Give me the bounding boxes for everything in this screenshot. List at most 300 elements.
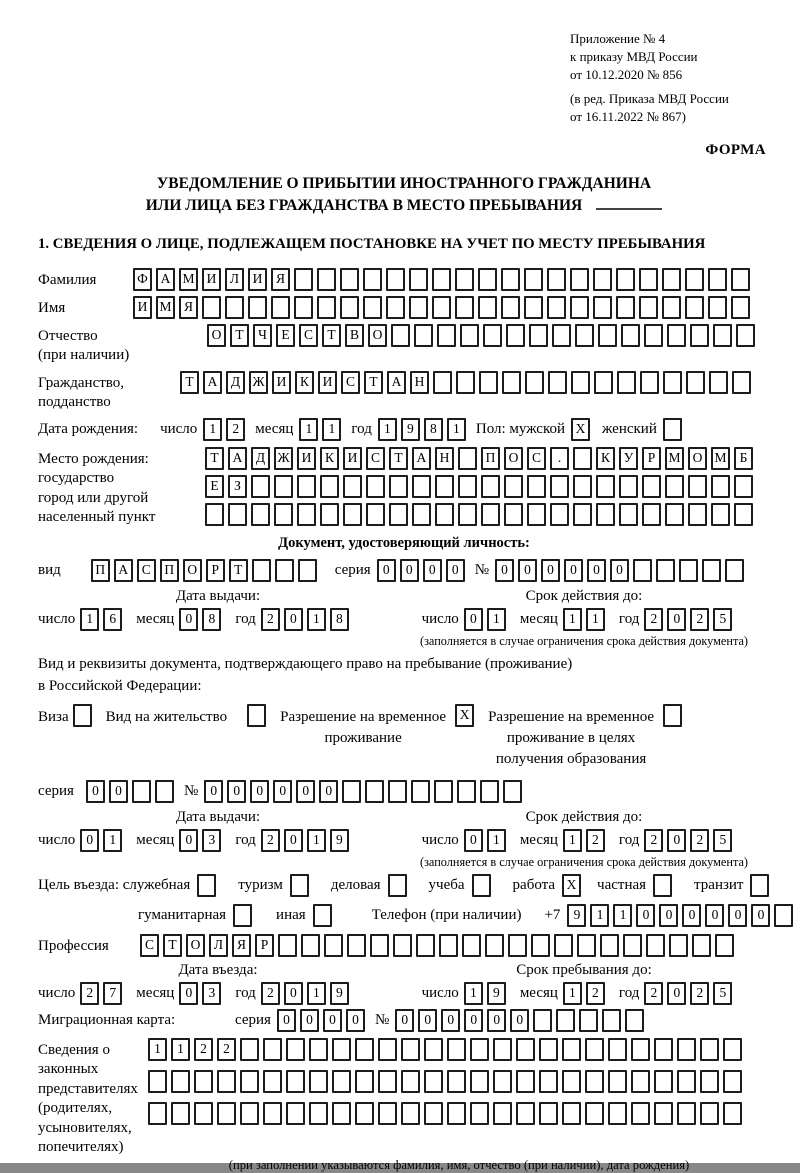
char-cell[interactable]: Б: [734, 447, 753, 470]
char-cell[interactable]: [539, 1070, 558, 1093]
char-cell[interactable]: [619, 475, 638, 498]
char-cell[interactable]: [502, 371, 521, 394]
char-cell[interactable]: [435, 475, 454, 498]
char-cell[interactable]: [435, 503, 454, 526]
char-cell[interactable]: [631, 1102, 650, 1125]
char-cell[interactable]: [662, 296, 681, 319]
char-cell[interactable]: [317, 268, 336, 291]
char-cell[interactable]: [571, 371, 590, 394]
char-cell[interactable]: 0: [487, 1009, 506, 1032]
char-cell[interactable]: [642, 475, 661, 498]
char-cell[interactable]: [533, 1009, 552, 1032]
char-cell[interactable]: [662, 268, 681, 291]
char-cell[interactable]: [616, 296, 635, 319]
char-cell[interactable]: [493, 1070, 512, 1093]
char-cell[interactable]: Н: [435, 447, 454, 470]
char-cell[interactable]: 1: [103, 829, 122, 852]
char-cell[interactable]: 0: [277, 1009, 296, 1032]
char-cell[interactable]: [286, 1038, 305, 1061]
char-cell[interactable]: [342, 780, 361, 803]
char-cell[interactable]: [424, 1070, 443, 1093]
char-cell[interactable]: [363, 296, 382, 319]
char-cell[interactable]: 1: [487, 829, 506, 852]
char-cell[interactable]: [493, 1102, 512, 1125]
char-cell[interactable]: [723, 1102, 742, 1125]
char-cell[interactable]: С: [527, 447, 546, 470]
char-cell[interactable]: [575, 324, 594, 347]
char-cell[interactable]: [478, 268, 497, 291]
char-cell[interactable]: М: [156, 296, 175, 319]
char-cell[interactable]: [366, 475, 385, 498]
char-cell[interactable]: 0: [667, 829, 686, 852]
char-cell[interactable]: С: [140, 934, 159, 957]
char-cell[interactable]: [485, 934, 504, 957]
char-cell[interactable]: [631, 1070, 650, 1093]
char-cell[interactable]: [713, 324, 732, 347]
char-cell[interactable]: 0: [564, 559, 583, 582]
char-cell[interactable]: [677, 1102, 696, 1125]
char-cell[interactable]: [631, 1038, 650, 1061]
char-cell[interactable]: С: [137, 559, 156, 582]
char-cell[interactable]: [654, 1070, 673, 1093]
char-cell[interactable]: 0: [636, 904, 655, 927]
char-cell[interactable]: [294, 268, 313, 291]
char-cell[interactable]: 0: [204, 780, 223, 803]
char-cell[interactable]: [700, 1102, 719, 1125]
char-cell[interactable]: [644, 324, 663, 347]
char-cell[interactable]: [197, 874, 216, 897]
char-cell[interactable]: [539, 1038, 558, 1061]
char-cell[interactable]: 0: [464, 1009, 483, 1032]
char-cell[interactable]: [324, 934, 343, 957]
char-cell[interactable]: Т: [163, 934, 182, 957]
char-cell[interactable]: [552, 324, 571, 347]
char-cell[interactable]: [462, 934, 481, 957]
char-cell[interactable]: [688, 475, 707, 498]
char-cell[interactable]: 1: [307, 608, 326, 631]
char-cell[interactable]: [602, 1009, 621, 1032]
char-cell[interactable]: [225, 296, 244, 319]
char-cell[interactable]: [702, 559, 721, 582]
char-cell[interactable]: [623, 934, 642, 957]
char-cell[interactable]: 2: [226, 418, 245, 441]
char-cell[interactable]: [577, 934, 596, 957]
char-cell[interactable]: А: [203, 371, 222, 394]
char-cell[interactable]: [679, 559, 698, 582]
char-cell[interactable]: 1: [378, 418, 397, 441]
char-cell[interactable]: 0: [464, 608, 483, 631]
char-cell[interactable]: [527, 475, 546, 498]
char-cell[interactable]: 1: [307, 982, 326, 1005]
char-cell[interactable]: [547, 296, 566, 319]
char-cell[interactable]: [731, 268, 750, 291]
char-cell[interactable]: З: [228, 475, 247, 498]
char-cell[interactable]: [309, 1070, 328, 1093]
char-cell[interactable]: [619, 503, 638, 526]
char-cell[interactable]: [386, 268, 405, 291]
char-cell[interactable]: 0: [377, 559, 396, 582]
char-cell[interactable]: И: [248, 268, 267, 291]
char-cell[interactable]: 2: [690, 982, 709, 1005]
char-cell[interactable]: [414, 324, 433, 347]
char-cell[interactable]: [340, 268, 359, 291]
char-cell[interactable]: 0: [587, 559, 606, 582]
char-cell[interactable]: 0: [728, 904, 747, 927]
char-cell[interactable]: 0: [495, 559, 514, 582]
char-cell[interactable]: [516, 1070, 535, 1093]
char-cell[interactable]: [148, 1102, 167, 1125]
char-cell[interactable]: [639, 296, 658, 319]
char-cell[interactable]: [171, 1102, 190, 1125]
char-cell[interactable]: [734, 503, 753, 526]
char-cell[interactable]: И: [272, 371, 291, 394]
char-cell[interactable]: 0: [518, 559, 537, 582]
char-cell[interactable]: [388, 874, 407, 897]
char-cell[interactable]: [458, 475, 477, 498]
char-cell[interactable]: [455, 296, 474, 319]
char-cell[interactable]: [458, 447, 477, 470]
char-cell[interactable]: 1: [148, 1038, 167, 1061]
char-cell[interactable]: 2: [690, 829, 709, 852]
char-cell[interactable]: [525, 371, 544, 394]
char-cell[interactable]: [393, 934, 412, 957]
char-cell[interactable]: [554, 934, 573, 957]
char-cell[interactable]: Л: [209, 934, 228, 957]
char-cell[interactable]: [434, 780, 453, 803]
char-cell[interactable]: 1: [487, 608, 506, 631]
char-cell[interactable]: 0: [319, 780, 338, 803]
char-cell[interactable]: [401, 1102, 420, 1125]
char-cell[interactable]: [529, 324, 548, 347]
char-cell[interactable]: 1: [563, 982, 582, 1005]
char-cell[interactable]: [412, 503, 431, 526]
char-cell[interactable]: [573, 475, 592, 498]
char-cell[interactable]: [317, 296, 336, 319]
char-cell[interactable]: 9: [330, 829, 349, 852]
char-cell[interactable]: [685, 268, 704, 291]
char-cell[interactable]: С: [341, 371, 360, 394]
char-cell[interactable]: [332, 1038, 351, 1061]
char-cell[interactable]: [389, 503, 408, 526]
char-cell[interactable]: П: [160, 559, 179, 582]
char-cell[interactable]: [508, 934, 527, 957]
char-cell[interactable]: [148, 1070, 167, 1093]
char-cell[interactable]: [355, 1038, 374, 1061]
char-cell[interactable]: [527, 503, 546, 526]
char-cell[interactable]: 0: [751, 904, 770, 927]
char-cell[interactable]: [524, 268, 543, 291]
char-cell[interactable]: А: [412, 447, 431, 470]
char-cell[interactable]: 0: [667, 982, 686, 1005]
char-cell[interactable]: [240, 1102, 259, 1125]
char-cell[interactable]: [271, 296, 290, 319]
char-cell[interactable]: [347, 934, 366, 957]
char-cell[interactable]: [547, 268, 566, 291]
char-cell[interactable]: [205, 503, 224, 526]
char-cell[interactable]: И: [297, 447, 316, 470]
char-cell[interactable]: [688, 503, 707, 526]
char-cell[interactable]: [480, 780, 499, 803]
char-cell[interactable]: О: [368, 324, 387, 347]
char-cell[interactable]: [774, 904, 793, 927]
char-cell[interactable]: Я: [232, 934, 251, 957]
char-cell[interactable]: Н: [410, 371, 429, 394]
char-cell[interactable]: [457, 780, 476, 803]
char-cell[interactable]: [598, 324, 617, 347]
char-cell[interactable]: [633, 559, 652, 582]
char-cell[interactable]: [686, 371, 705, 394]
char-cell[interactable]: С: [299, 324, 318, 347]
char-cell[interactable]: [378, 1102, 397, 1125]
char-cell[interactable]: 2: [586, 982, 605, 1005]
char-cell[interactable]: 2: [261, 829, 280, 852]
char-cell[interactable]: [470, 1038, 489, 1061]
char-cell[interactable]: 1: [322, 418, 341, 441]
char-cell[interactable]: Е: [276, 324, 295, 347]
char-cell[interactable]: [343, 475, 362, 498]
char-cell[interactable]: [504, 503, 523, 526]
char-cell[interactable]: [653, 874, 672, 897]
char-cell[interactable]: [401, 1070, 420, 1093]
char-cell[interactable]: [663, 371, 682, 394]
char-cell[interactable]: 0: [464, 829, 483, 852]
char-cell[interactable]: 7: [103, 982, 122, 1005]
char-cell[interactable]: .: [550, 447, 569, 470]
char-cell[interactable]: 0: [273, 780, 292, 803]
char-cell[interactable]: [447, 1070, 466, 1093]
char-cell[interactable]: 0: [418, 1009, 437, 1032]
char-cell[interactable]: [617, 371, 636, 394]
char-cell[interactable]: [708, 296, 727, 319]
char-cell[interactable]: [479, 371, 498, 394]
char-cell[interactable]: [570, 296, 589, 319]
char-cell[interactable]: С: [366, 447, 385, 470]
char-cell[interactable]: [409, 268, 428, 291]
char-cell[interactable]: 2: [644, 608, 663, 631]
char-cell[interactable]: [155, 780, 174, 803]
char-cell[interactable]: [301, 934, 320, 957]
char-cell[interactable]: [297, 475, 316, 498]
char-cell[interactable]: [386, 296, 405, 319]
char-cell[interactable]: [593, 296, 612, 319]
char-cell[interactable]: И: [318, 371, 337, 394]
char-cell[interactable]: [750, 874, 769, 897]
char-cell[interactable]: [447, 1038, 466, 1061]
char-cell[interactable]: 9: [330, 982, 349, 1005]
char-cell[interactable]: 2: [644, 829, 663, 852]
char-cell[interactable]: 0: [395, 1009, 414, 1032]
char-cell[interactable]: [596, 503, 615, 526]
char-cell[interactable]: О: [688, 447, 707, 470]
char-cell[interactable]: 9: [487, 982, 506, 1005]
char-cell[interactable]: [332, 1070, 351, 1093]
char-cell[interactable]: [472, 874, 491, 897]
char-cell[interactable]: 6: [103, 608, 122, 631]
char-cell[interactable]: [665, 475, 684, 498]
char-cell[interactable]: [639, 268, 658, 291]
char-cell[interactable]: И: [133, 296, 152, 319]
char-cell[interactable]: 0: [400, 559, 419, 582]
char-cell[interactable]: В: [345, 324, 364, 347]
char-cell[interactable]: 1: [464, 982, 483, 1005]
char-cell[interactable]: [656, 559, 675, 582]
char-cell[interactable]: Т: [389, 447, 408, 470]
char-cell[interactable]: У: [619, 447, 638, 470]
char-cell[interactable]: [516, 1102, 535, 1125]
char-cell[interactable]: [550, 503, 569, 526]
char-cell[interactable]: 1: [80, 608, 99, 631]
char-cell[interactable]: [642, 503, 661, 526]
char-cell[interactable]: [723, 1070, 742, 1093]
char-cell[interactable]: [708, 268, 727, 291]
char-cell[interactable]: 1: [590, 904, 609, 927]
char-cell[interactable]: 0: [284, 608, 303, 631]
char-cell[interactable]: [481, 503, 500, 526]
char-cell[interactable]: [263, 1070, 282, 1093]
char-cell[interactable]: И: [343, 447, 362, 470]
char-cell[interactable]: [692, 934, 711, 957]
char-cell[interactable]: [556, 1009, 575, 1032]
char-cell[interactable]: [621, 324, 640, 347]
char-cell[interactable]: Ф: [133, 268, 152, 291]
char-cell[interactable]: 8: [330, 608, 349, 631]
char-cell[interactable]: [366, 503, 385, 526]
char-cell[interactable]: 0: [682, 904, 701, 927]
char-cell[interactable]: [663, 418, 682, 441]
char-cell[interactable]: [251, 503, 270, 526]
char-cell[interactable]: 0: [346, 1009, 365, 1032]
char-cell[interactable]: [562, 1070, 581, 1093]
char-cell[interactable]: [411, 780, 430, 803]
char-cell[interactable]: [700, 1038, 719, 1061]
char-cell[interactable]: 1: [613, 904, 632, 927]
char-cell[interactable]: [447, 1102, 466, 1125]
char-cell[interactable]: 2: [80, 982, 99, 1005]
char-cell[interactable]: 0: [705, 904, 724, 927]
char-cell[interactable]: [736, 324, 755, 347]
char-cell[interactable]: О: [207, 324, 226, 347]
char-cell[interactable]: 2: [690, 608, 709, 631]
char-cell[interactable]: [132, 780, 151, 803]
char-cell[interactable]: [723, 1038, 742, 1061]
char-cell[interactable]: [286, 1070, 305, 1093]
char-cell[interactable]: [251, 475, 270, 498]
char-cell[interactable]: [493, 1038, 512, 1061]
char-cell[interactable]: [378, 1038, 397, 1061]
char-cell[interactable]: Р: [255, 934, 274, 957]
char-cell[interactable]: [343, 503, 362, 526]
char-cell[interactable]: 0: [300, 1009, 319, 1032]
char-cell[interactable]: [585, 1102, 604, 1125]
char-cell[interactable]: 0: [86, 780, 105, 803]
char-cell[interactable]: К: [295, 371, 314, 394]
char-cell[interactable]: 1: [171, 1038, 190, 1061]
char-cell[interactable]: 0: [109, 780, 128, 803]
char-cell[interactable]: Ж: [274, 447, 293, 470]
char-cell[interactable]: [233, 904, 252, 927]
char-cell[interactable]: [579, 1009, 598, 1032]
char-cell[interactable]: 0: [296, 780, 315, 803]
char-cell[interactable]: [573, 447, 592, 470]
char-cell[interactable]: [340, 296, 359, 319]
char-cell[interactable]: [424, 1038, 443, 1061]
char-cell[interactable]: [665, 503, 684, 526]
char-cell[interactable]: [585, 1070, 604, 1093]
char-cell[interactable]: 9: [567, 904, 586, 927]
char-cell[interactable]: [470, 1070, 489, 1093]
char-cell[interactable]: 1: [563, 608, 582, 631]
char-cell[interactable]: П: [91, 559, 110, 582]
char-cell[interactable]: [685, 296, 704, 319]
char-cell[interactable]: [725, 559, 744, 582]
char-cell[interactable]: 0: [441, 1009, 460, 1032]
char-cell[interactable]: 0: [179, 982, 198, 1005]
char-cell[interactable]: [320, 475, 339, 498]
char-cell[interactable]: [731, 296, 750, 319]
char-cell[interactable]: [391, 324, 410, 347]
char-cell[interactable]: [294, 296, 313, 319]
char-cell[interactable]: [600, 934, 619, 957]
char-cell[interactable]: [516, 1038, 535, 1061]
char-cell[interactable]: Ч: [253, 324, 272, 347]
char-cell[interactable]: 0: [284, 829, 303, 852]
char-cell[interactable]: О: [504, 447, 523, 470]
char-cell[interactable]: [596, 475, 615, 498]
char-cell[interactable]: [640, 371, 659, 394]
char-cell[interactable]: 2: [644, 982, 663, 1005]
char-cell[interactable]: [365, 780, 384, 803]
char-cell[interactable]: [700, 1070, 719, 1093]
char-cell[interactable]: [433, 371, 452, 394]
char-cell[interactable]: [456, 371, 475, 394]
char-cell[interactable]: [608, 1038, 627, 1061]
char-cell[interactable]: [531, 934, 550, 957]
char-cell[interactable]: 8: [424, 418, 443, 441]
char-cell[interactable]: [171, 1070, 190, 1093]
char-cell[interactable]: [73, 704, 92, 727]
char-cell[interactable]: [263, 1102, 282, 1125]
char-cell[interactable]: [709, 371, 728, 394]
char-cell[interactable]: [539, 1102, 558, 1125]
char-cell[interactable]: [654, 1102, 673, 1125]
char-cell[interactable]: [432, 268, 451, 291]
char-cell[interactable]: [550, 475, 569, 498]
char-cell[interactable]: [503, 780, 522, 803]
char-cell[interactable]: 5: [713, 829, 732, 852]
char-cell[interactable]: [594, 371, 613, 394]
char-cell[interactable]: [309, 1038, 328, 1061]
char-cell[interactable]: А: [387, 371, 406, 394]
char-cell[interactable]: [202, 296, 221, 319]
char-cell[interactable]: [355, 1070, 374, 1093]
char-cell[interactable]: [501, 268, 520, 291]
char-cell[interactable]: М: [665, 447, 684, 470]
char-cell[interactable]: 0: [541, 559, 560, 582]
char-cell[interactable]: [228, 503, 247, 526]
char-cell[interactable]: 1: [563, 829, 582, 852]
char-cell[interactable]: 0: [179, 829, 198, 852]
char-cell[interactable]: [470, 1102, 489, 1125]
char-cell[interactable]: [570, 268, 589, 291]
char-cell[interactable]: [263, 1038, 282, 1061]
char-cell[interactable]: [715, 934, 734, 957]
char-cell[interactable]: [313, 904, 332, 927]
char-cell[interactable]: [481, 475, 500, 498]
char-cell[interactable]: 0: [667, 608, 686, 631]
char-cell[interactable]: 0: [423, 559, 442, 582]
char-cell[interactable]: [286, 1102, 305, 1125]
char-cell[interactable]: 0: [659, 904, 678, 927]
